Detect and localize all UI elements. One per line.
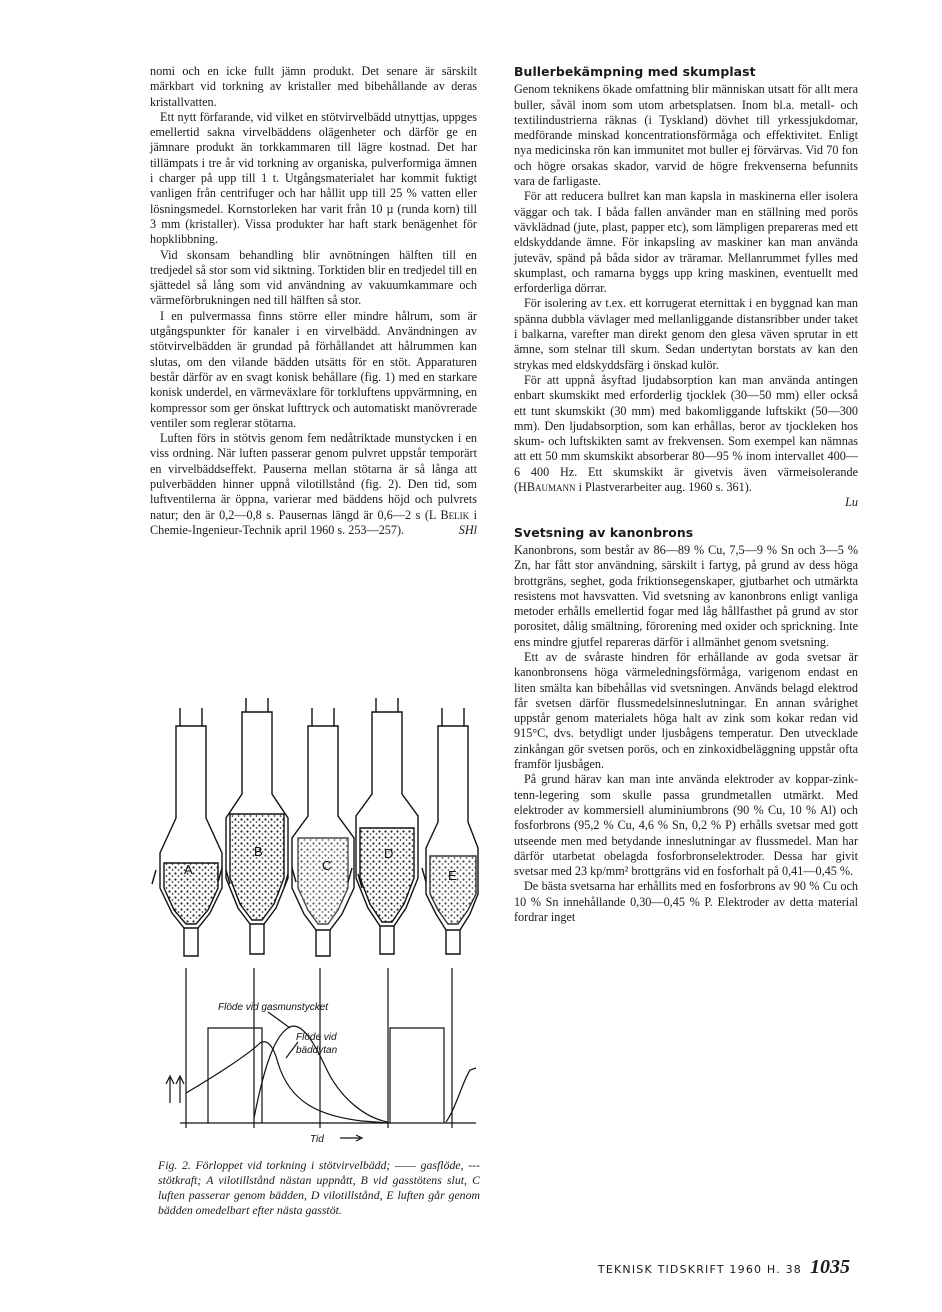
vessel-label: E [448, 868, 457, 883]
page-footer [580, 1256, 850, 1279]
paragraph: På grund härav kan man inte använda elektroder av koppar-zink-tenn-legering som skulle passa grundmetallen utmärkt. Med elektroder av kommersiell aluminiumbrons (90 % Cu, 10 % Al) och fosforbrons (95,2 % Cu, 4,6 % Sn, 0,2 % P) erhålls svetsar med gott utseende men med betydande inneslutningar av flussmedel. Man har därför utarbetat obelagda fosforbronselektroder. Dessa har givit svetsar med 23 kp/mm² brottgräns vid en fosforhalt på 0,41—0,45 %. [514, 772, 858, 879]
paragraph: För isolering av t.ex. ett korrugerat eternittak i en byggnad kan man spänna dubbla vävlager med mellanliggande distansribber under taket i balkarna, varefter man direkt genom den glesa väven sprutar in ett ämne, som stelnar till skum. Sedan undertytan borstats av kan den strykas med eldskyddsfärg i önskad kulör. [514, 296, 858, 372]
figure-drawing [150, 698, 480, 1158]
page-number: 1035 [810, 1256, 850, 1278]
vessel-a [152, 708, 230, 956]
vessel-label: A [184, 862, 193, 877]
paragraph-text: Luften förs in stötvis genom fem nedåtriktade munstycken i en viss ordning. När luften passerar genom pulvret uppstår temporärt en virvelbäddseffekt. Pauserna mellan stötarna är så långa att pulverbädden hinner uppnå vilotillstånd (fig. 2). Den tid, som luftventilerna är öppna, varierar med bäddens höjd och pulvrets natur; den är 0,2—0,8 s. Pausernas längd är 0,6—2 s (L [150, 431, 477, 522]
paragraph: Ett nytt förfarande, vid vilket en stötvirvelbädd utnyttjas, uppges emellertid sakna virvelbäddens olägenheter och därför ge en jämnare produkt än torkkammaren till lägre kostnad. Det har tillämpats i tre år vid torkning av organiska, pulverformiga ämnen i charger på upp till 1 t. Utgångsmaterialet har kommit fuktigt vanligen från centrifuger och har hållit upp till 25 % vatten eller lösningsmedel. Kornstorleken har varit från 10 µ (runda korn) till 3 mm (kristaller). Vissa produkter har haft stark benägenhet för hopklibbning. [150, 109, 477, 247]
gas-nozzle-label: Flöde vid gasmunstycket [218, 1002, 329, 1013]
signature: SHl [458, 522, 477, 537]
reference-author: Belik [440, 507, 470, 522]
signature: Lu [845, 495, 858, 510]
figure-2 [150, 698, 480, 1158]
reference-author: Baumann [526, 480, 576, 495]
vessel-label: B [254, 844, 263, 859]
paragraph: För att reducera bullret kan man kapsla in maskinerna eller isolera väggar och tak. I båda fallen använder man en ställning med porös vävklädnad (jute, plast, papper etc), som lämpligen prepareras med ett eldskyddande ämne. För inkapsling av maskiner kan man använda juteväv, spänd på båda sidor av träramar. Mellanrummet fylles med skumplast, och ramarna byggs upp kring maskinen, eventuellt med erforderliga dörrar. [514, 189, 858, 296]
right-column [514, 64, 858, 925]
left-column [150, 64, 477, 538]
figure-caption: Fig. 2. Förloppet vid torkning i stötvirvelbädd; —— gasflöde, --- stötkraft; A vilotillstånd nästan uppnått, B vid gasstötens slut, C luften passerar genom bädden, D vilotillstånd, E luften går genom bädden omedelbart efter nästa gasstöt. [158, 1158, 480, 1217]
paragraph: De bästa svetsarna har erhållits med en fosforbrons av 90 % Cu och 10 % Sn innehållande 0,30—0,45 % P. Elektroder av detta material fordrar inget [514, 879, 858, 925]
reference-text: i Chemie-Ingenieur-Technik april 1960 s. 253—257). [150, 507, 478, 537]
paragraph: nomi och en icke fullt jämn produkt. Det senare är särskilt märkbart vid torkning av kristaller med bibehållande av deras kristallvatten. [150, 64, 477, 109]
paragraph: Ett av de svåraste hindren för erhållande av goda svetsar är kanonbronsens höga värmeledningsförmåga, varigenom endast en liten smälta kan bibehållas vid svetsningen. Används belagd elektrod får svetsen därför flussmedelsinneslutningar. En annan svårighet uppstår genom materialets höga halt av zink som kokar redan vid 915°C, dvs. betydligt under ljusbågens temperatur. Den utvecklade zinkångan gör svetsen porös, och en zinkoxidbeläggning uppstår ofta framför ljusbågen. [514, 649, 858, 772]
vessel-e [426, 708, 478, 954]
paragraph-text: För att uppnå åsyftad ljudabsorption kan man använda antingen enbart skumskikt med erforderlig tjocklek (30—50 mm) eller också ett tunt skumskikt (30 mm) med bakomliggande luftskikt (50—300 mm). Den ljudabsorption, som kan erhållas, beror av tjockleken hos skum- och luftskikten samt av frekvensen. Som exempel kan nämnas att ett 50 mm skumskikt absorberar 80—95 % inom intervallet 400—6 400 Hz. Ett skumskikt är givetvis även värmeisolerande (H [514, 372, 858, 495]
bed-surface-label: bäddytan [296, 1045, 338, 1056]
bed-surface-label: Flöde vid [296, 1032, 337, 1043]
vessel-b [218, 698, 296, 954]
section-heading: Bullerbekämpning med skumplast [514, 64, 756, 79]
vessel-label: C [322, 858, 332, 873]
section-heading: Svetsning av kanonbrons [514, 524, 694, 540]
journal-name: TEKNISK TIDSKRIFT 1960 H. 38 [597, 1263, 802, 1276]
time-axis-label: Tid [310, 1134, 324, 1145]
vessel-d [348, 698, 426, 954]
vessel-c [284, 708, 362, 956]
paragraph: Kanonbrons, som består av 86—89 % Cu, 7,5—9 % Sn och 3—5 % Zn, har fått stor användning, särskilt i fartyg, på grund av dess höga brottgräns, seghet, goda friktionsegenskaper, gjutbarhet och utmärkta resistens mot havsvatten. Vid svetsning av kanonbrons enligt vanliga metoder erhålls emellertid fogar med låg hållfasthet på grund av stor porositet, dålig smältning, förorening med oxider och sprickning. Inte ens mindre gjutfel repareras därför i allmänhet genom svetsning. [514, 542, 858, 649]
paragraph: I en pulvermassa finns större eller mindre hålrum, som är utgångspunkter för kanaler i en virvelbädd. Användningen av stötvirvelbädden är grundad på förhållandet att hålrummen kan slutas, om den vilande bädden utsätts för en stöt. Apparaturen består därför av en svagt konisk behållare (fig. 1) med en starkare konisk underdel, en värmeväxlare för torkluftens uppvärmning, en kompressor som ger önskat lufttryck och automatiskt manövrerade ventiler som reglerar stötarna. [150, 308, 477, 430]
paragraph-with-reference [514, 373, 858, 495]
reference-text: i Plastverarbeiter aug. 1960 s. 361). [575, 480, 752, 495]
paragraph: Genom teknikens ökade omfattning blir människan utsatt för allt mera buller, såväl inom som utom arbetsplatsen. Inom bl.a. metall- och textilindustrierna räknas (i Tyskland) dövhet till yrkessjukdomar, medförande minskad koncentrationsförmåga och effektivitet. Enligt nya medicinska rön kan immunitet mot buller ej förvärvas. Vid 70 fon och högre orsakas skador, varvid de högre frekvenserna befunnits vara de farligaste. [514, 82, 858, 189]
vessel-label: D [384, 846, 394, 861]
paragraph: Vid skonsam behandling blir avnötningen hälften till en tredjedel så stor som vid siktning. Torktiden blir en tredjedel till en sjättedel så lång som vid användning av vakuumkammare och värmeförbrukningen ned till hälften så stor. [150, 247, 477, 308]
paragraph-with-reference [150, 431, 477, 538]
